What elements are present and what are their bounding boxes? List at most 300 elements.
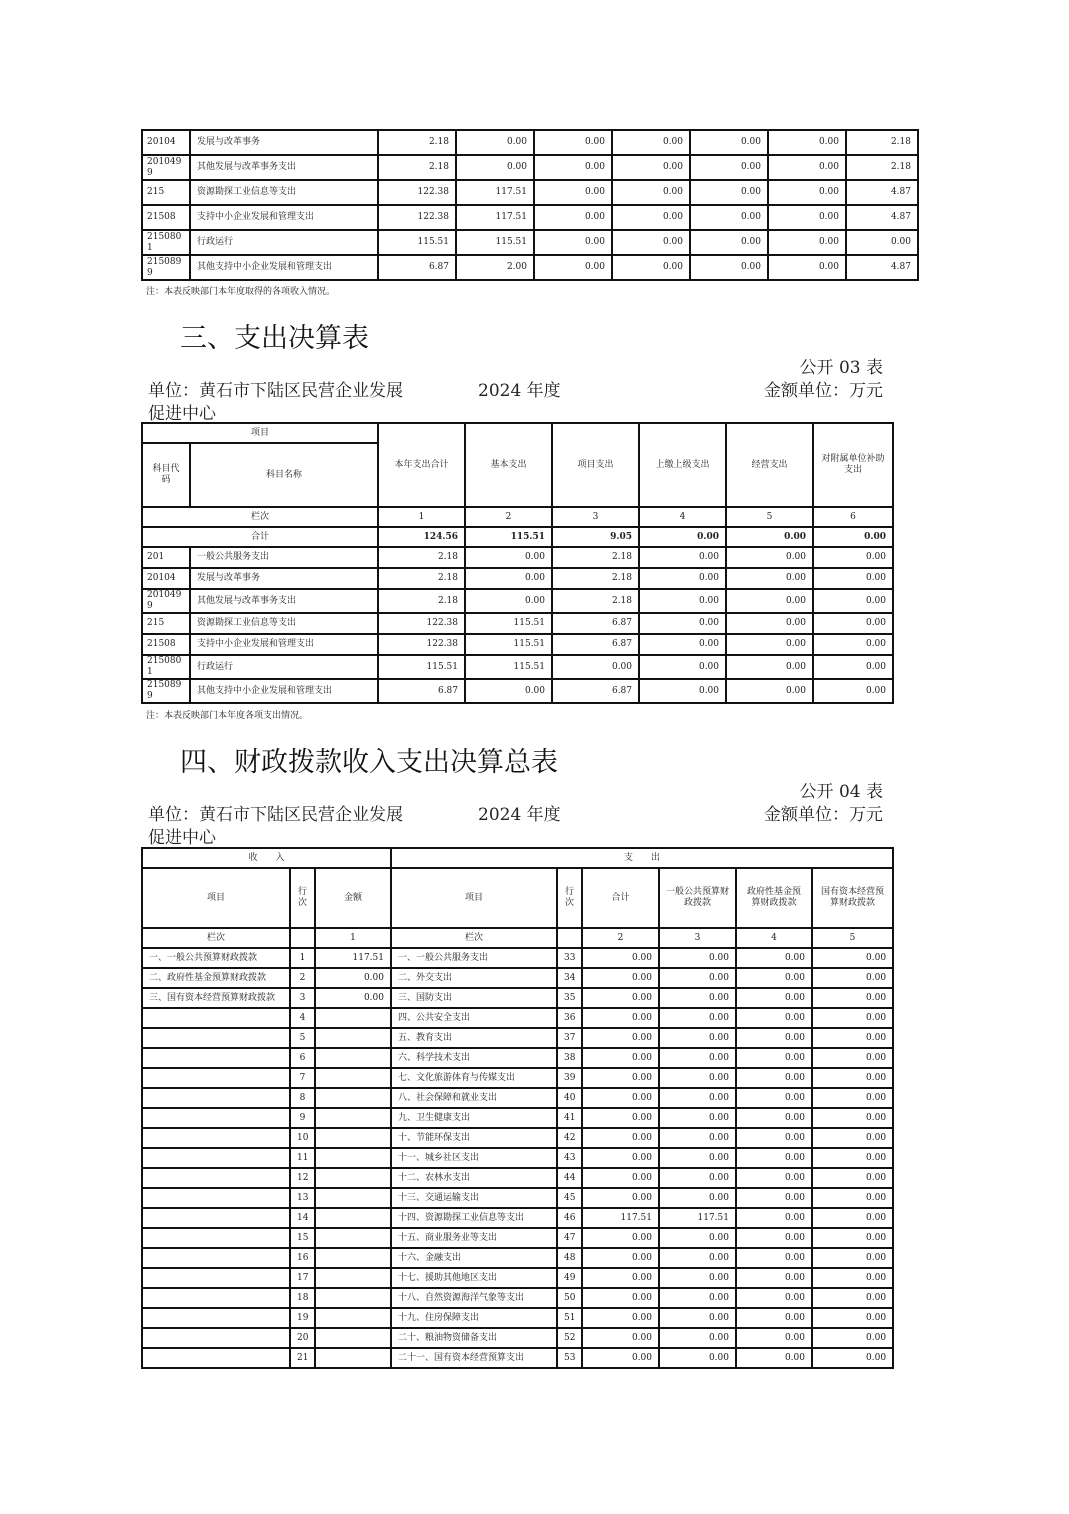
amount-cell: 0.00 — [659, 1008, 736, 1028]
index-cell: 5 — [812, 928, 893, 948]
amount-cell: 0.00 — [465, 589, 552, 613]
amount-cell: 117.51 — [456, 205, 534, 230]
expense-item: 十一、城乡社区支出 — [391, 1148, 557, 1168]
amount-cell: 0.00 — [736, 1068, 812, 1088]
amount-cell: 0.00 — [736, 1328, 812, 1348]
amount-cell: 0.00 — [582, 1348, 659, 1368]
amount-cell: 0.00 — [812, 1248, 893, 1268]
amount-cell: 0.00 — [690, 130, 768, 155]
amount-cell: 0.00 — [465, 568, 552, 589]
income-row-no: 11 — [290, 1148, 315, 1168]
amount-cell: 2.18 — [552, 547, 639, 568]
expense-item: 二十、粮油物资储备支出 — [391, 1328, 557, 1348]
amount-cell: 117.51 — [582, 1208, 659, 1228]
table-row — [142, 205, 918, 230]
amount-cell: 0.00 — [659, 1028, 736, 1048]
fiscal-year: 2024 年度 — [478, 805, 561, 825]
subject-code: 2150801 — [142, 230, 190, 255]
amount-cell: 0.00 — [690, 255, 768, 280]
amount-cell: 0.00 — [812, 1288, 893, 1308]
table-row — [142, 1328, 893, 1348]
amount-cell: 0.00 — [812, 948, 893, 968]
expense-item: 五、教育支出 — [391, 1028, 557, 1048]
amount-cell: 0.00 — [736, 1148, 812, 1168]
subject-name: 发展与改革事务 — [190, 130, 378, 155]
header-col: 合计 — [582, 868, 659, 928]
index-cell: 3 — [552, 507, 639, 527]
income-amount: 117.51 — [315, 948, 391, 968]
expense-table-title: 三、支出决算表 — [180, 323, 369, 354]
subject-code: 20104 — [142, 568, 190, 589]
income-item — [142, 1008, 290, 1028]
amount-cell: 0.00 — [465, 547, 552, 568]
amount-cell: 0.00 — [582, 1148, 659, 1168]
amount-cell: 4.87 — [846, 205, 918, 230]
income-item: 一、一般公共预算财政拨款 — [142, 948, 290, 968]
form-number: 公开 04 表 — [799, 782, 883, 802]
income-row-no: 4 — [290, 1008, 315, 1028]
subject-code: 2150899 — [142, 255, 190, 280]
amount-cell: 0.00 — [612, 155, 690, 180]
fiscal-year: 2024 年度 — [478, 381, 561, 401]
amount-cell: 0.00 — [812, 1108, 893, 1128]
unit-label: 单位：黄石市下陆区民营企业发展 — [148, 805, 403, 825]
amount-cell: 0.00 — [456, 130, 534, 155]
amount-cell: 0.00 — [812, 1328, 893, 1348]
income-row-no: 9 — [290, 1108, 315, 1128]
income-row-no: 20 — [290, 1328, 315, 1348]
amount-cell: 0.00 — [812, 1228, 893, 1248]
table-row — [142, 1168, 893, 1188]
expense-item: 六、科学技术支出 — [391, 1048, 557, 1068]
amount-cell: 0.00 — [726, 613, 813, 634]
subject-name: 支持中小企业发展和管理支出 — [190, 634, 378, 655]
expense-item: 二、外交支出 — [391, 968, 557, 988]
amount-cell: 4.87 — [846, 255, 918, 280]
amount-cell: 0.00 — [736, 1108, 812, 1128]
header-item: 项目 — [142, 423, 378, 443]
amount-cell: 6.87 — [552, 613, 639, 634]
amount-cell: 0.00 — [768, 155, 846, 180]
amount-cell: 0.00 — [812, 1028, 893, 1048]
fiscal-summary-title: 四、财政拨款收入支出决算总表 — [180, 747, 558, 778]
subject-name: 支持中小企业发展和管理支出 — [190, 205, 378, 230]
table-row — [142, 988, 893, 1008]
amount-cell: 0.00 — [736, 1288, 812, 1308]
unit-label-cont: 促进中心 — [148, 404, 216, 424]
header-col: 本年支出合计 — [378, 423, 465, 507]
table-row — [142, 1008, 893, 1028]
income-row-no: 18 — [290, 1288, 315, 1308]
expense-header: 支 出 — [391, 848, 893, 868]
amount-cell: 0.00 — [659, 1228, 736, 1248]
amount-cell: 0.00 — [736, 1088, 812, 1108]
expense-row-no: 43 — [557, 1148, 582, 1168]
header-exp-row-no: 行次 — [557, 868, 582, 928]
index-cell — [290, 928, 315, 948]
income-row-no: 15 — [290, 1228, 315, 1248]
expense-row-no: 42 — [557, 1128, 582, 1148]
expense-item: 十八、自然资源海洋气象等支出 — [391, 1288, 557, 1308]
amount-cell: 0.00 — [582, 1108, 659, 1128]
income-item — [142, 1088, 290, 1108]
amount-cell: 0.00 — [812, 1008, 893, 1028]
amount-cell: 0.00 — [768, 255, 846, 280]
expense-row-no: 41 — [557, 1108, 582, 1128]
amount-cell: 0.00 — [726, 589, 813, 613]
header-col: 对附属单位补助支出 — [813, 423, 893, 507]
index-cell: 2 — [465, 507, 552, 527]
amount-cell: 0.00 — [582, 968, 659, 988]
amount-cell: 0.00 — [812, 1208, 893, 1228]
amount-cell: 0.00 — [582, 948, 659, 968]
amount-cell: 0.00 — [736, 968, 812, 988]
header-code: 科目代码 — [142, 443, 190, 507]
amount-cell: 0.00 — [534, 130, 612, 155]
income-item — [142, 1128, 290, 1148]
amount-cell: 0.00 — [659, 1348, 736, 1368]
unit-label-cont: 促进中心 — [148, 828, 216, 848]
table-row — [142, 1108, 893, 1128]
income-item — [142, 1188, 290, 1208]
amount-cell: 0.00 — [812, 1048, 893, 1068]
amount-cell: 0.00 — [659, 1048, 736, 1068]
amount-cell: 0.00 — [659, 1328, 736, 1348]
income-row-no: 5 — [290, 1028, 315, 1048]
table-row — [142, 568, 893, 589]
subject-name: 其他发展与改革事务支出 — [190, 155, 378, 180]
income-row-no: 21 — [290, 1348, 315, 1368]
expense-row-no: 46 — [557, 1208, 582, 1228]
income-table-tail — [141, 129, 919, 281]
amount-cell: 0.00 — [736, 1348, 812, 1368]
amount-cell: 2.18 — [552, 568, 639, 589]
income-row-no: 1 — [290, 948, 315, 968]
expense-row-no: 40 — [557, 1088, 582, 1108]
amount-cell: 0.00 — [768, 180, 846, 205]
income-amount — [315, 1328, 391, 1348]
income-amount — [315, 1068, 391, 1088]
header-col: 国有资本经营预算财政拨款 — [812, 868, 893, 928]
amount-cell: 0.00 — [690, 155, 768, 180]
amount-cell: 0.00 — [736, 1248, 812, 1268]
amount-cell: 0.00 — [582, 1128, 659, 1148]
income-amount — [315, 1128, 391, 1148]
amount-cell: 0.00 — [534, 180, 612, 205]
subject-name: 资源勘探工业信息等支出 — [190, 613, 378, 634]
table-row — [142, 1228, 893, 1248]
table-row — [142, 155, 918, 180]
income-header: 收 入 — [142, 848, 391, 868]
amount-cell: 2.18 — [846, 130, 918, 155]
table-row — [142, 1288, 893, 1308]
subject-name: 行政运行 — [190, 230, 378, 255]
amount-cell: 0.00 — [659, 1148, 736, 1168]
amount-cell: 0.00 — [690, 205, 768, 230]
amount-cell: 0.00 — [456, 155, 534, 180]
amount-cell: 0.00 — [465, 679, 552, 703]
amount-cell: 2.18 — [552, 589, 639, 613]
amount-cell: 122.38 — [378, 205, 456, 230]
income-row-no: 17 — [290, 1268, 315, 1288]
index-label: 栏次 — [142, 928, 290, 948]
subject-name: 发展与改革事务 — [190, 568, 378, 589]
expense-row-no: 48 — [557, 1248, 582, 1268]
fiscal-summary-table — [141, 847, 894, 1369]
expense-row-no: 37 — [557, 1028, 582, 1048]
amount-cell: 0.00 — [639, 613, 726, 634]
total-label: 合计 — [142, 527, 378, 547]
subject-code: 2150899 — [142, 679, 190, 703]
amount-cell: 0.00 — [736, 1268, 812, 1288]
income-item — [142, 1168, 290, 1188]
income-amount — [315, 1188, 391, 1208]
subject-code: 2010499 — [142, 155, 190, 180]
subject-name: 其他发展与改革事务支出 — [190, 589, 378, 613]
amount-cell: 122.38 — [378, 634, 465, 655]
income-row-no: 12 — [290, 1168, 315, 1188]
index-cell: 4 — [736, 928, 812, 948]
amount-cell: 0.00 — [726, 634, 813, 655]
expense-item: 一、一般公共服务支出 — [391, 948, 557, 968]
amount-cell: 0.00 — [582, 1308, 659, 1328]
income-item — [142, 1048, 290, 1068]
amount-cell: 0.00 — [736, 988, 812, 1008]
expense-row-no: 45 — [557, 1188, 582, 1208]
expense-item: 十五、商业服务业等支出 — [391, 1228, 557, 1248]
amount-cell: 0.00 — [813, 547, 893, 568]
expense-row-no: 39 — [557, 1068, 582, 1088]
income-item — [142, 1348, 290, 1368]
amount-cell: 2.18 — [846, 155, 918, 180]
amount-cell: 0.00 — [659, 1248, 736, 1268]
amount-cell: 0.00 — [768, 130, 846, 155]
subject-name: 行政运行 — [190, 655, 378, 679]
amount-cell: 0.00 — [726, 655, 813, 679]
table-row — [142, 634, 893, 655]
subject-name: 一般公共服务支出 — [190, 547, 378, 568]
expense-item: 十六、金融支出 — [391, 1248, 557, 1268]
amount-cell: 4.87 — [846, 180, 918, 205]
amount-cell: 115.51 — [378, 230, 456, 255]
income-row-no: 7 — [290, 1068, 315, 1088]
amount-cell: 0.00 — [726, 547, 813, 568]
income-item — [142, 1208, 290, 1228]
amount-cell: 0.00 — [726, 679, 813, 703]
amount-cell: 0.00 — [659, 1068, 736, 1088]
index-cell: 4 — [639, 507, 726, 527]
income-amount: 0.00 — [315, 968, 391, 988]
table-row — [142, 1128, 893, 1148]
index-cell: 5 — [726, 507, 813, 527]
amount-cell: 0.00 — [582, 1328, 659, 1348]
amount-cell: 0.00 — [659, 1128, 736, 1148]
table-row — [142, 1068, 893, 1088]
expense-item: 十、节能环保支出 — [391, 1128, 557, 1148]
amount-cell: 0.00 — [582, 1008, 659, 1028]
amount-cell: 0.00 — [659, 988, 736, 1008]
amount-cell: 0.00 — [812, 1068, 893, 1088]
header-col: 政府性基金预算财政拨款 — [736, 868, 812, 928]
amount-cell: 0.00 — [582, 1268, 659, 1288]
table-row — [142, 1188, 893, 1208]
amount-cell: 2.18 — [378, 568, 465, 589]
expense-item: 七、文化旅游体育与传媒支出 — [391, 1068, 557, 1088]
subject-code: 21508 — [142, 205, 190, 230]
total-cell: 115.51 — [465, 527, 552, 547]
amount-cell: 0.00 — [639, 634, 726, 655]
amount-cell: 0.00 — [659, 1308, 736, 1328]
table-row — [142, 1028, 893, 1048]
income-row-no: 16 — [290, 1248, 315, 1268]
amount-cell: 0.00 — [813, 613, 893, 634]
amount-cell: 117.51 — [456, 180, 534, 205]
total-cell: 9.05 — [552, 527, 639, 547]
expense-item: 十九、住房保障支出 — [391, 1308, 557, 1328]
amount-cell: 0.00 — [813, 634, 893, 655]
header-col: 经营支出 — [726, 423, 813, 507]
income-row-no: 2 — [290, 968, 315, 988]
table-row — [142, 655, 893, 679]
income-row-no: 10 — [290, 1128, 315, 1148]
amount-cell: 0.00 — [812, 968, 893, 988]
table-row — [142, 1348, 893, 1368]
form-number: 公开 03 表 — [799, 358, 883, 378]
table-row — [142, 1208, 893, 1228]
income-amount — [315, 1228, 391, 1248]
expense-item: 十二、农林水支出 — [391, 1168, 557, 1188]
amount-cell: 6.87 — [378, 255, 456, 280]
amount-cell: 0.00 — [736, 1308, 812, 1328]
amount-cell: 0.00 — [690, 230, 768, 255]
amount-cell: 0.00 — [612, 130, 690, 155]
amount-cell: 117.51 — [659, 1208, 736, 1228]
amount-cell: 0.00 — [812, 1168, 893, 1188]
amount-cell: 115.51 — [465, 613, 552, 634]
income-amount — [315, 1148, 391, 1168]
index-cell: 1 — [378, 507, 465, 527]
income-row-no: 19 — [290, 1308, 315, 1328]
amount-cell: 0.00 — [582, 1068, 659, 1088]
amount-cell: 115.51 — [465, 634, 552, 655]
header-col: 项目支出 — [552, 423, 639, 507]
subject-code: 20104 — [142, 130, 190, 155]
amount-cell: 0.00 — [736, 1028, 812, 1048]
income-amount — [315, 1248, 391, 1268]
amount-cell: 122.38 — [378, 180, 456, 205]
amount-cell: 0.00 — [582, 1028, 659, 1048]
table-row — [142, 948, 893, 968]
income-item — [142, 1148, 290, 1168]
amount-cell: 0.00 — [639, 547, 726, 568]
subject-code: 2150801 — [142, 655, 190, 679]
amount-cell: 0.00 — [612, 255, 690, 280]
amount-cell: 0.00 — [639, 589, 726, 613]
subject-code: 2010499 — [142, 589, 190, 613]
income-item — [142, 1028, 290, 1048]
income-amount — [315, 1288, 391, 1308]
table-row — [142, 1248, 893, 1268]
total-cell: 0.00 — [813, 527, 893, 547]
amount-cell: 0.00 — [813, 655, 893, 679]
amount-cell: 0.00 — [812, 988, 893, 1008]
amount-cell: 0.00 — [582, 1088, 659, 1108]
expense-row-no: 49 — [557, 1268, 582, 1288]
income-table-note: 注：本表反映部门本年度取得的各项收入情况。 — [146, 287, 336, 297]
amount-cell: 0.00 — [736, 1048, 812, 1068]
header-amount: 金额 — [315, 868, 391, 928]
expense-row-no: 50 — [557, 1288, 582, 1308]
amount-cell: 2.00 — [456, 255, 534, 280]
table-row — [142, 1308, 893, 1328]
amount-cell: 0.00 — [612, 230, 690, 255]
subject-name: 资源勘探工业信息等支出 — [190, 180, 378, 205]
amount-cell: 0.00 — [812, 1148, 893, 1168]
amount-cell: 0.00 — [812, 1348, 893, 1368]
amount-cell: 0.00 — [639, 655, 726, 679]
income-item — [142, 1248, 290, 1268]
income-amount — [315, 1008, 391, 1028]
income-row-no: 13 — [290, 1188, 315, 1208]
expense-item: 八、社会保障和就业支出 — [391, 1088, 557, 1108]
amount-cell: 0.00 — [659, 1168, 736, 1188]
expense-table-note: 注：本表反映部门本年度各项支出情况。 — [146, 711, 309, 721]
amount-cell: 0.00 — [736, 1188, 812, 1208]
amount-cell: 0.00 — [582, 1048, 659, 1068]
header-item: 项目 — [142, 868, 290, 928]
expense-row-no: 34 — [557, 968, 582, 988]
index-cell: 2 — [582, 928, 659, 948]
amount-cell: 0.00 — [812, 1268, 893, 1288]
expense-row-no: 35 — [557, 988, 582, 1008]
index-cell — [557, 928, 582, 948]
income-amount — [315, 1048, 391, 1068]
total-cell: 0.00 — [639, 527, 726, 547]
index-label: 栏次 — [391, 928, 557, 948]
amount-cell: 115.51 — [465, 655, 552, 679]
amount-cell: 0.00 — [812, 1308, 893, 1328]
amount-cell: 0.00 — [813, 568, 893, 589]
amount-cell: 2.18 — [378, 589, 465, 613]
table-row — [142, 968, 893, 988]
table-row — [142, 230, 918, 255]
amount-cell: 0.00 — [812, 1128, 893, 1148]
table-row — [142, 1048, 893, 1068]
amount-cell: 0.00 — [639, 568, 726, 589]
amount-cell: 0.00 — [736, 1208, 812, 1228]
currency-unit: 金额单位：万元 — [764, 805, 883, 825]
expense-row-no: 44 — [557, 1168, 582, 1188]
income-item — [142, 1328, 290, 1348]
income-row-no: 8 — [290, 1088, 315, 1108]
expense-item: 十三、交通运输支出 — [391, 1188, 557, 1208]
subject-name: 其他支持中小企业发展和管理支出 — [190, 255, 378, 280]
amount-cell: 0.00 — [552, 655, 639, 679]
amount-cell: 0.00 — [534, 230, 612, 255]
table-row — [142, 1148, 893, 1168]
expense-item: 二十一、国有资本经营预算支出 — [391, 1348, 557, 1368]
table-row — [142, 180, 918, 205]
amount-cell: 2.18 — [378, 547, 465, 568]
amount-cell: 0.00 — [582, 1288, 659, 1308]
amount-cell: 115.51 — [456, 230, 534, 255]
index-label: 栏次 — [142, 507, 378, 527]
expense-row-no: 36 — [557, 1008, 582, 1028]
amount-cell: 0.00 — [736, 1128, 812, 1148]
amount-cell: 0.00 — [659, 948, 736, 968]
amount-cell: 2.18 — [378, 155, 456, 180]
expense-item: 四、公共安全支出 — [391, 1008, 557, 1028]
